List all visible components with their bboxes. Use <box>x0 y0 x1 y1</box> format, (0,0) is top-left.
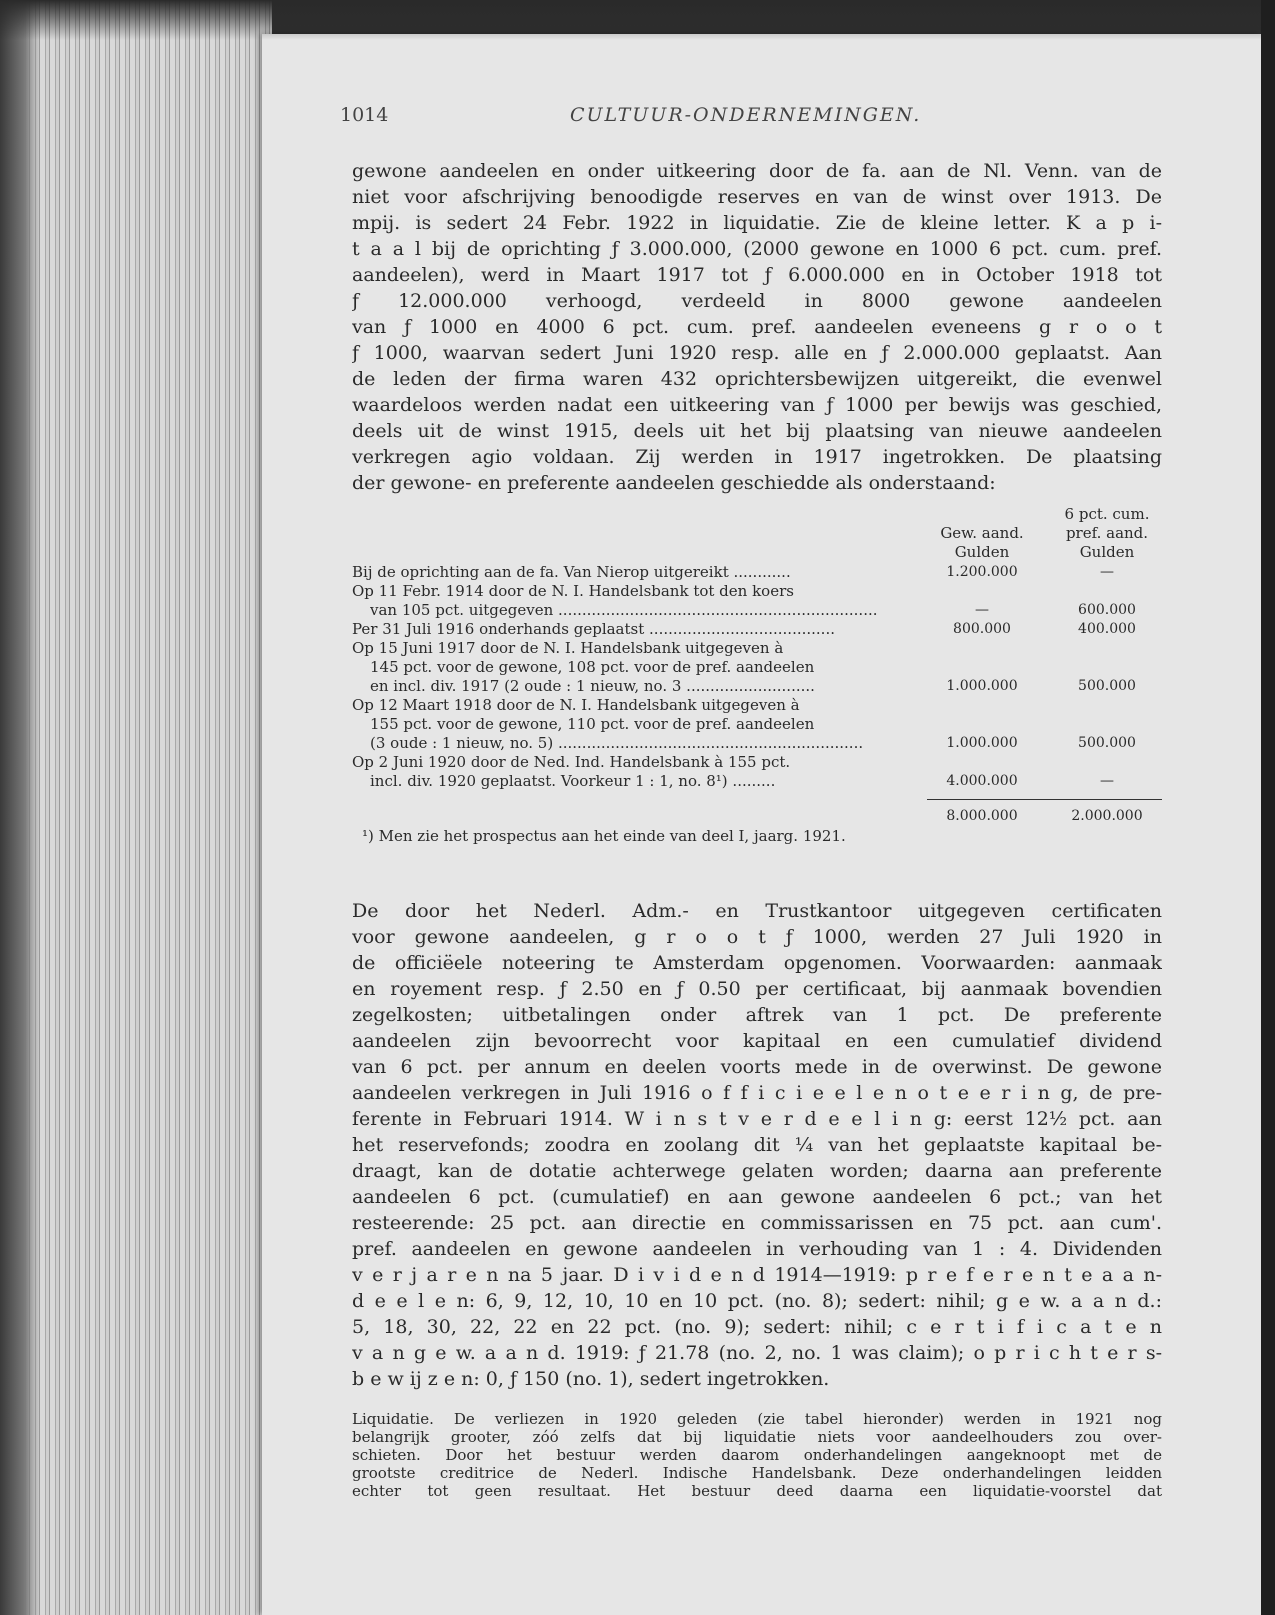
text-line: gewone aandeelen en onder uitkeering door de fa. aan de Nl. Venn. van de <box>352 160 1162 182</box>
table-row-label: Op 2 Juni 1920 door de Ned. Ind. Handelsbank à 155 pct. <box>352 753 791 771</box>
table-row-label: Op 15 Juni 1917 door de N. I. Handelsbank uitgegeven à <box>352 639 784 657</box>
text-line: niet voor afschrijving benoodigde reserves en van de winst over 1913. De <box>352 186 1162 208</box>
table-row-label: Op 12 Maart 1918 door de N. I. Handelsbank uitgegeven à <box>352 696 800 714</box>
table-cell-pref: 400.000 <box>1078 621 1136 637</box>
table-cell-gew: 4.000.000 <box>946 773 1018 789</box>
text-line: van 6 pct. per annum en deelen voorts mede in de overwinst. De gewone <box>352 1056 1162 1078</box>
table-cell-pref: — <box>1100 564 1114 580</box>
total-rule <box>927 799 1162 800</box>
text-line: het reservefonds; zoodra en zoolang dit ¼ van het geplaatste kapitaal be- <box>352 1134 1162 1156</box>
text-line: aandeelen zijn bevoorrecht voor kapitaal en een cumulatief dividend <box>352 1030 1162 1052</box>
text-line: van ƒ 1000 en 4000 6 pct. cum. pref. aandeelen eveneens g r o o t <box>352 316 1162 338</box>
table-cell-pref: 500.000 <box>1078 678 1136 694</box>
text-line: verkregen agio voldaan. Zij werden in 1917 ingetrokken. De plaatsing <box>352 446 1162 468</box>
col2-header-line: Gulden <box>1079 543 1135 561</box>
table-row-label: (3 oude : 1 nieuw, no. 5) ................................................................ <box>370 734 864 752</box>
table-total-pref: 2.000.000 <box>1071 808 1143 824</box>
text-line: belangrijk grooter, zóó zelfs dat bij liquidatie niets voor aandeelhouders zou over- <box>352 1428 1162 1446</box>
table-cell-pref: 600.000 <box>1078 602 1136 618</box>
text-line: aandeelen 6 pct. (cumulatief) en aan gewone aandeelen 6 pct.; van het <box>352 1186 1162 1208</box>
text-line: de officiëele noteering te Amsterdam opgenomen. Voorwaarden: aanmaak <box>352 952 1162 974</box>
col1-header-line: Gew. aand. <box>940 524 1024 542</box>
table-cell-gew: 1.000.000 <box>946 735 1018 751</box>
text-line: aandeelen verkregen in Juli 1916 o f f i c i e e l e n o t e e r i n g, de pre- <box>352 1082 1162 1104</box>
text-line: deels uit de winst 1915, deels uit het bij plaatsing van nieuwe aandeelen <box>352 420 1162 442</box>
table-row-label: incl. div. 1920 geplaatst. Voorkeur 1 : 1, no. 8¹) ......... <box>370 772 776 790</box>
table-row-label: Op 11 Febr. 1914 door de N. I. Handelsbank tot den koers <box>352 582 794 600</box>
paragraph-certificates <box>352 898 1162 1392</box>
text-line: ferente in Februari 1914. W i n s t v e r d e e l i n g: eerst 12½ pct. aan <box>352 1108 1162 1130</box>
table-cell-pref: — <box>1100 773 1114 789</box>
table-total-gew: 8.000.000 <box>946 808 1018 824</box>
book-page-edges <box>0 0 272 1615</box>
text-line: ƒ 12.000.000 verhoogd, verdeeld in 8000 gewone aandeelen <box>352 290 1162 312</box>
col2-header-line: pref. aand. <box>1065 524 1149 542</box>
col2-header-line: 6 pct. cum. <box>1064 505 1150 523</box>
table-cell-gew: 1.200.000 <box>946 564 1018 580</box>
top-shadow <box>0 0 1275 40</box>
text-line: 5, 18, 30, 22, 22 en 22 pct. (no. 9); sedert: nihil; c e r t i f i c a t e n <box>352 1316 1162 1338</box>
table-row-label: en incl. div. 1917 (2 oude : 1 nieuw, no. 3 ........................... <box>370 677 815 695</box>
placement-table <box>352 505 1162 845</box>
text-line: mpij. is sedert 24 Febr. 1922 in liquidatie. Zie de kleine letter. K a p i- <box>352 212 1162 234</box>
text-line: en royement resp. ƒ 2.50 en ƒ 0.50 per certificaat, bij aanmaak bovendien <box>352 978 1162 1000</box>
liquidation-small-print <box>352 1410 1162 1500</box>
page-title: CULTUUR-ONDERNEMINGEN. <box>570 104 922 126</box>
text-line: b e w ij z e n: 0, ƒ 150 (no. 1), sedert ingetrokken. <box>352 1368 830 1390</box>
text-line: v e r j a r e n na 5 jaar. D i v i d e n d 1914—1919: p r e f e r e n t e a a n- <box>352 1264 1162 1286</box>
book-edge-shadow <box>0 0 40 1615</box>
text-line: Liquidatie. De verliezen in 1920 geleden (zie tabel hieronder) werden in 1921 nog <box>352 1410 1162 1428</box>
text-line: v a n g e w. a a n d. 1919: ƒ 21.78 (no. 2, no. 1 was claim); o p r i c h t e r s- <box>352 1342 1162 1364</box>
text-line: t a a l bij de oprichting ƒ 3.000.000, (2000 gewone en 1000 6 pct. cum. pref. <box>352 238 1162 260</box>
text-line: de leden der firma waren 432 oprichtersbewijzen uitgereikt, die evenwel <box>352 368 1162 390</box>
text-line: grootste creditrice de Nederl. Indische Handelsbank. Deze onderhandelingen leidden <box>352 1464 1162 1482</box>
paragraph-capital <box>352 158 1162 496</box>
table-row-label: 145 pct. voor de gewone, 108 pct. voor de pref. aandeelen <box>370 658 815 676</box>
text-line: aandeelen), werd in Maart 1917 tot ƒ 6.000.000 en in October 1918 tot <box>352 264 1162 286</box>
page-number: 1014 <box>340 104 389 126</box>
text-line: waardeloos werden nadat een uitkeering van ƒ 1000 per bewijs was geschied, <box>352 394 1162 416</box>
text-line: pref. aandeelen en gewone aandeelen in verhouding van 1 : 4. Dividenden <box>352 1238 1162 1260</box>
text-line: draagt, kan de dotatie achterwege gelaten worden; daarna aan preferente <box>352 1160 1162 1182</box>
text-line: schieten. Door het bestuur werden daarom onderhandelingen aangeknoopt met de <box>352 1446 1162 1464</box>
col1-header-line: Gulden <box>954 543 1010 561</box>
table-row-label: 155 pct. voor de gewone, 110 pct. voor de pref. aandeelen <box>370 715 815 733</box>
text-line: der gewone- en preferente aandeelen geschiedde als onderstaand: <box>352 472 996 494</box>
table-row-label: Bij de oprichting aan de fa. Van Nierop uitgereikt ............ <box>352 563 791 581</box>
table-row-label: van 105 pct. uitgegeven ................................................................... <box>370 601 878 619</box>
text-line: echter tot geen resultaat. Het bestuur deed daarna een liquidatie-voorstel dat <box>352 1482 1162 1500</box>
table-footnote: ¹) Men zie het prospectus aan het einde van deel I, jaarg. 1921. <box>362 827 846 845</box>
table-cell-gew: — <box>975 602 989 618</box>
text-line: resteerende: 25 pct. aan directie en commissarissen en 75 pct. aan cum'. <box>352 1212 1162 1234</box>
table-cell-pref: 500.000 <box>1078 735 1136 751</box>
table-row-label: Per 31 Juli 1916 onderhands geplaatst ....................................... <box>352 620 835 638</box>
text-line: d e e l e n: 6, 9, 12, 10, 10 en 10 pct. (no. 8); sedert: nihil; g e w. a a n d.: <box>352 1290 1162 1312</box>
text-line: zegelkosten; uitbetalingen onder aftrek van 1 pct. De preferente <box>352 1004 1162 1026</box>
text-line: De door het Nederl. Adm.- en Trustkantoor uitgegeven certificaten <box>352 900 1162 922</box>
running-head <box>340 104 1160 134</box>
text-line: voor gewone aandeelen, g r o o t ƒ 1000, werden 27 Juli 1920 in <box>352 926 1162 948</box>
right-edge <box>1261 0 1275 1615</box>
text-line: ƒ 1000, waarvan sedert Juni 1920 resp. alle en ƒ 2.000.000 geplaatst. Aan <box>352 342 1162 364</box>
table-cell-gew: 800.000 <box>953 621 1011 637</box>
table-cell-gew: 1.000.000 <box>946 678 1018 694</box>
